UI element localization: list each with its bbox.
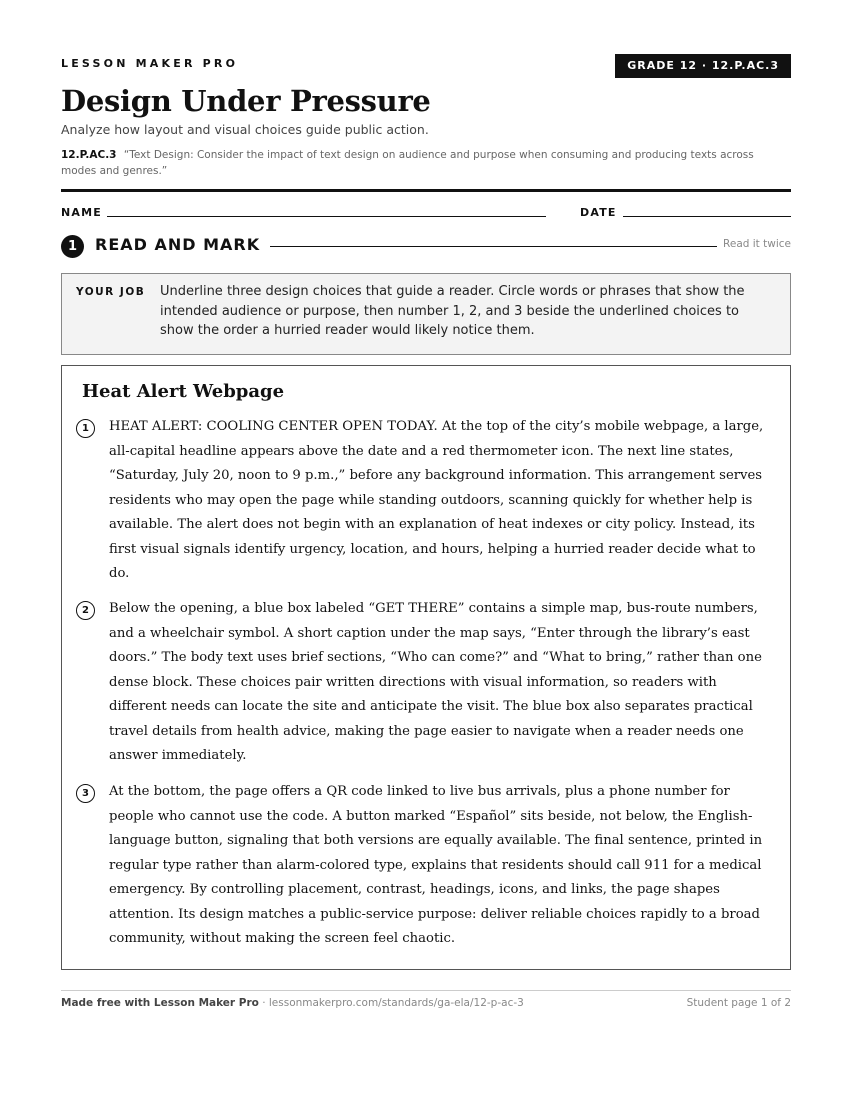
paragraph-number-1: 1 xyxy=(76,419,95,438)
grade-badge: GRADE 12 · 12.P.AC.3 xyxy=(615,54,791,78)
paragraph-number-2: 2 xyxy=(76,601,95,620)
standard-code: 12.P.AC.3 xyxy=(61,149,117,161)
footer-url[interactable]: · lessonmakerpro.com/standards/ga-ela/12-p-ac-3 xyxy=(258,997,524,1009)
standard-text: “Text Design: Consider the impact of text design on audience and purpose when consuming and producing texts across modes and genres.” xyxy=(61,149,754,177)
job-label: YOUR JOB xyxy=(76,286,146,298)
job-box xyxy=(61,273,791,355)
passage-title: Heat Alert Webpage xyxy=(82,381,285,402)
footer-credit xyxy=(61,997,524,1009)
name-field-line[interactable] xyxy=(107,216,546,217)
footer-page-number: Student page 1 of 2 xyxy=(686,997,791,1009)
paragraph-1: HEAT ALERT: COOLING CENTER OPEN TODAY. At the top of the city’s mobile webpage, a large, all-capital headline appears above the date and a red thermometer icon. The next line states, “Saturday, July 20, noon to 9 p.m.,” before any background information. This arrangement serves residents who may open the page while standing outdoors, scanning quickly for whether help is available. The alert does not begin with an explanation of heat indexes or city policy. Instead, its first visual signals identify urgency, location, and hours, helping a hurried reader decide what to do. xyxy=(109,419,764,581)
paragraph-2: Below the opening, a blue box labeled “GET THERE” contains a simple map, bus-route numbers, and a wheelchair symbol. A short caption under the map says, “Enter through the library’s east doors.” The body text uses brief sections, “Who can come?” and “What to bring,” rather than one dense block. These choices pair written directions with visual information, so readers with different needs can locate the site and anticipate the visit. The blue box also separates practical travel details from health advice, making the page easier to navigate when a reader needs one answer immediately. xyxy=(109,601,762,763)
paragraph-number-3: 3 xyxy=(76,784,95,803)
reading-passage xyxy=(61,365,791,970)
footer-divider xyxy=(61,990,791,991)
header-divider xyxy=(61,189,791,192)
page-title: Design Under Pressure xyxy=(61,84,431,118)
section-note: Read it twice xyxy=(723,238,791,250)
brand-name: LESSON MAKER PRO xyxy=(61,57,239,70)
paragraph-3: At the bottom, the page offers a QR code linked to live bus arrivals, plus a phone number for people who cannot use the code. A button marked “Español” sits beside, not below, the English-language button, signaling that both versions are equally available. The final sentence, printed in regular type rather than alarm-colored type, explains that residents should call 911 for a medical emergency. By controlling placement, contrast, headings, icons, and links, the page shapes attention. Its design matches a public-service purpose: deliver reliable choices rapidly to a broad community, without making the screen feel chaotic. xyxy=(109,784,763,946)
name-label: NAME xyxy=(61,206,102,219)
footer-made-with: Made free with Lesson Maker Pro xyxy=(61,997,259,1009)
job-instructions: Underline three design choices that guide a reader. Circle words or phrases that show the intended audience or purpose, then number 1, 2, and 3 beside the underlined choices to show the order a hurried reader would likely notice them. xyxy=(160,284,745,338)
standard-description xyxy=(61,147,791,179)
date-field-line[interactable] xyxy=(623,216,791,217)
date-label: DATE xyxy=(580,206,617,219)
section-number-badge: 1 xyxy=(61,235,84,258)
section-rule xyxy=(270,246,717,247)
page-subtitle: Analyze how layout and visual choices guide public action. xyxy=(61,122,429,137)
section-title: READ AND MARK xyxy=(95,235,261,254)
